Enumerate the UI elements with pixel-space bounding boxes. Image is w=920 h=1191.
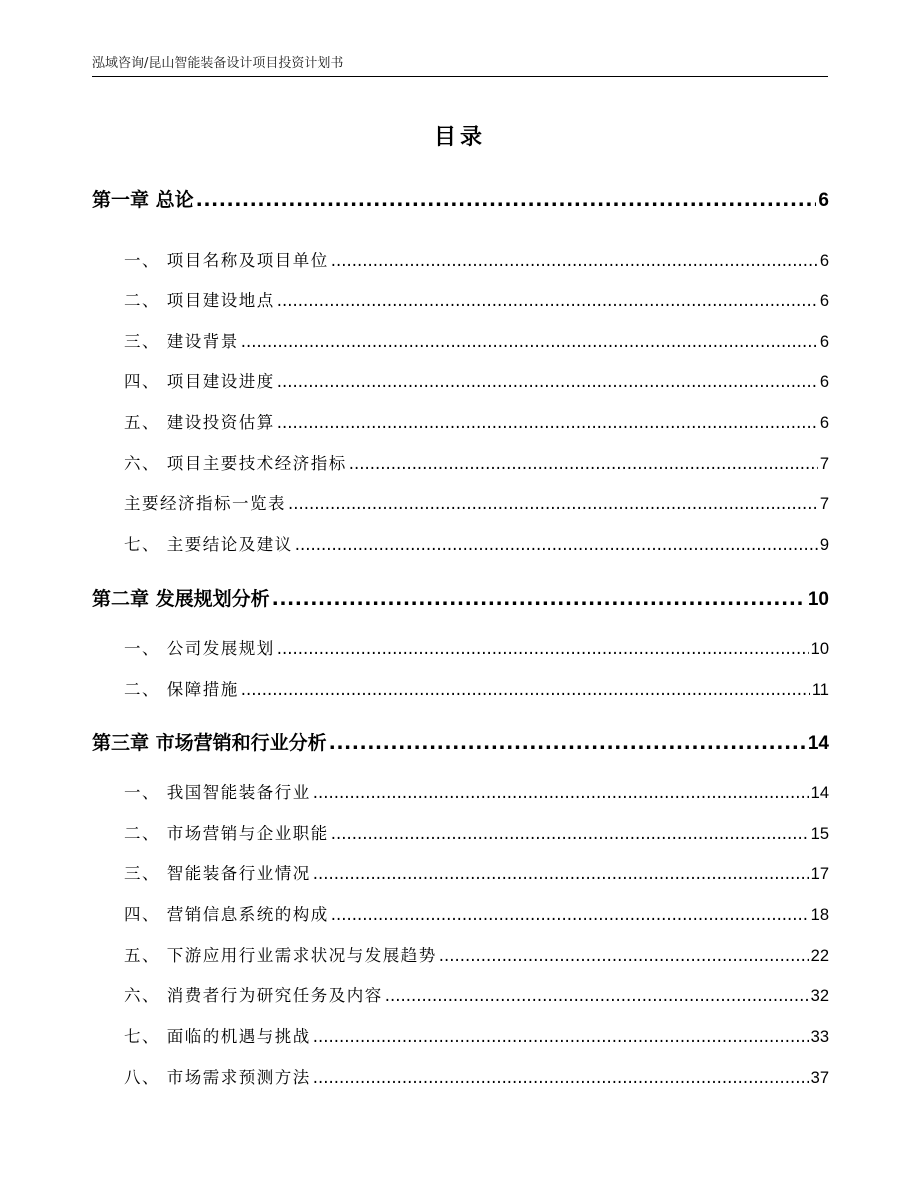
dot-leader [385,986,809,1005]
dot-leader [313,1027,809,1046]
toc-entry-text: 第二章 发展规划分析 [92,588,270,610]
dot-leader [313,1068,809,1087]
toc-page-number: 22 [810,947,829,965]
toc-entry-text: 第三章 市场营销和行业分析 [92,732,327,754]
toc-page-number: 10 [810,640,829,658]
dot-leader [277,291,818,310]
toc-page-number: 6 [819,333,829,351]
dot-leader [196,189,817,211]
toc-page-number: 14 [810,784,829,802]
toc-section[interactable] [124,287,829,311]
dot-leader [331,824,809,843]
toc-section[interactable] [124,1064,829,1088]
toc-page-number: 6 [819,414,829,432]
toc-entry-text: 二、 市场营销与企业职能 [124,824,329,843]
toc-section[interactable] [124,1023,829,1047]
toc-section[interactable] [124,490,829,514]
dot-leader [439,946,809,965]
toc-section[interactable] [124,531,829,555]
dot-leader [288,494,818,513]
toc-title: 目录 [433,125,486,150]
toc-section[interactable] [124,860,829,884]
dot-leader [241,332,818,351]
toc-page-number: 14 [807,733,829,754]
toc-section[interactable] [124,328,829,352]
toc-page-number: 10 [807,589,829,610]
toc-section[interactable] [124,368,829,392]
toc-section[interactable] [124,409,829,433]
toc-chapter-2[interactable] [92,584,829,611]
toc-page-number: 18 [810,906,829,924]
toc-entry-text: 第一章 总论 [92,189,194,211]
toc-entry-text: 四、 项目建设进度 [124,372,275,391]
toc-section[interactable] [124,247,829,271]
dot-leader [331,251,818,270]
toc-entry-text: 一、 公司发展规划 [124,639,275,658]
toc-page-number: 6 [819,292,829,310]
dot-leader [313,783,809,802]
toc-entry-text: 八、 市场需求预测方法 [124,1068,311,1087]
dot-leader [241,680,810,699]
toc-entry-text: 三、 智能装备行业情况 [124,864,311,883]
toc-chapter-3[interactable] [92,728,829,755]
toc-page-number: 6 [818,190,829,211]
dot-leader [295,535,818,554]
toc-entry-text: 六、 消费者行为研究任务及内容 [124,986,383,1005]
toc-page-number: 37 [810,1069,829,1087]
toc-section[interactable] [124,901,829,925]
toc-page-number: 32 [810,987,829,1005]
toc-entry-text: 一、 项目名称及项目单位 [124,251,329,270]
toc-page-number: 17 [810,865,829,883]
toc-section[interactable] [124,450,829,474]
toc-entry-text: 四、 营销信息系统的构成 [124,905,329,924]
toc-entry-text: 一、 我国智能装备行业 [124,783,311,802]
toc-entry-text: 主要经济指标一览表 [124,494,286,513]
toc-section[interactable] [124,676,829,700]
toc-page-number: 6 [819,252,829,270]
toc-section[interactable] [124,779,829,803]
dot-leader [277,372,818,391]
dot-leader [331,905,809,924]
toc-page-number: 7 [819,495,829,513]
toc-section[interactable] [124,820,829,844]
toc-entry-text: 五、 下游应用行业需求状况与发展趋势 [124,946,437,965]
toc-entry-text: 三、 建设背景 [124,332,239,351]
running-header-text: 泓域咨询/昆山智能装备设计项目投资计划书 [92,56,344,71]
toc-section[interactable] [124,982,829,1006]
dot-leader [277,413,818,432]
toc-entry-text: 二、 保障措施 [124,680,239,699]
toc-page-number: 33 [810,1028,829,1046]
dot-leader [277,639,809,658]
toc-page-number: 11 [811,681,829,699]
toc-page-number: 15 [810,825,829,843]
dot-leader [329,732,806,754]
toc-entry-text: 七、 主要结论及建议 [124,535,293,554]
toc-page-number: 6 [819,373,829,391]
toc-entry-text: 二、 项目建设地点 [124,291,275,310]
toc-page-number: 9 [819,536,829,554]
toc-chapter-1[interactable] [92,185,829,212]
dot-leader [313,864,809,883]
toc-entry-text: 七、 面临的机遇与挑战 [124,1027,311,1046]
toc-section[interactable] [124,635,829,659]
toc-section[interactable] [124,942,829,966]
dot-leader [272,588,806,610]
toc-entry-text: 五、 建设投资估算 [124,413,275,432]
dot-leader [349,454,818,473]
toc-entry-text: 六、 项目主要技术经济指标 [124,454,347,473]
toc-page-number: 7 [819,455,829,473]
